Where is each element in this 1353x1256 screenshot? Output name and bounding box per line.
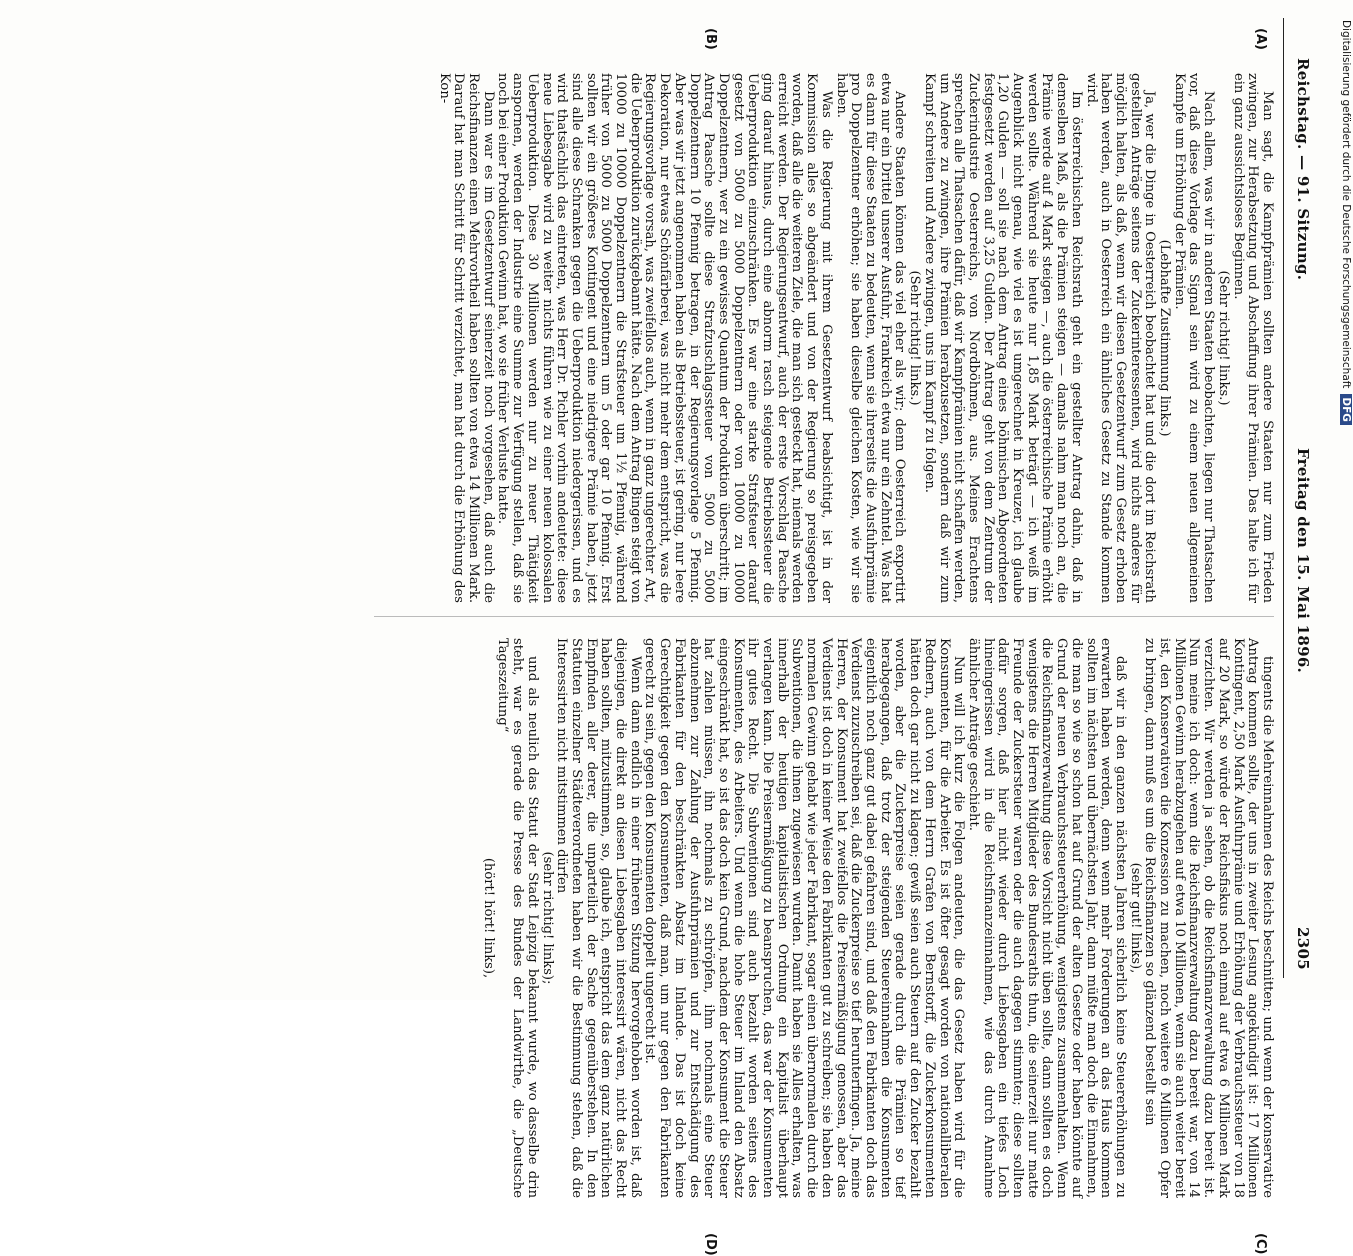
- dfg-logo: DFG: [1340, 394, 1352, 425]
- margin-marker-a: (A): [1253, 28, 1268, 50]
- interjection: (sehr gut! links),: [1127, 862, 1143, 974]
- page-number: 2305: [1294, 927, 1312, 970]
- paragraph: Man sagt, die Kampfprämien sollten andere Staaten nur zum Frieden zwingen, zur Herabsetzung und Abschaffung ihrer Prämien. Das halte ich für ein ganz aussichtsloses Beginnen.: [1230, 73, 1275, 603]
- interjection: (hört! hört! links),: [480, 857, 496, 979]
- header-rule: [1283, 18, 1284, 978]
- paragraph: tingents die Mehreinnahmen des Reichs beschnitten; und wenn der konservative Antrag kommen sollte, der uns in zweiter Lesung angekündigt ist: 17 Millionen Kontingent, 2,50 Mark Ausfuhrprämie und Erhöhung der Verbrauchssteuer von 18 auf 20 Mark, so würde der Reichsfiskus noch einmal auf etwa 6 Millionen Mark verzichten. Wir werden ja sehen, ob die Reichsfinanzverwaltung dazu bereit ist. Nun meine ich doch: wenn die Reichsfinanzverwaltung dazu bereit war, von 14 Millionen Gewinn herabzugehen auf etwa 10 Millionen, wenn sie auch weiter bereit ist, den Konservativen die Konzession zu machen, noch weitere 6 Millionen Opfer zu bringen, dann muß es um die Reichsfinanzen so glänzend bestellt sein: [1142, 638, 1275, 1198]
- digitization-text: Digitalisierung gefördert durch die Deutsche Forschungsgemeinschaft: [1340, 20, 1352, 389]
- rotated-page-content: [73, 18, 1318, 1256]
- paragraph: Dann war es im Gesetzentwurf seinerzeit noch vorgesehen, daß auch die Reichsfinanzen einen Mehrvortheil haben sollten von etwa 14 Millionen Mark. Darauf hat man Schritt für Schritt verzichtet, man hat durch die Erhöhung des Kon-: [436, 73, 496, 603]
- digitization-note: [1338, 20, 1352, 980]
- paragraph: Nach allem, was wir in anderen Staaten beobachten, liegen nur Thatsachen vor, daß diese Vorlage das Signal sein wird zu einem neuen allgemeinen Kampfe um Erhöhung der Prämien.: [1171, 73, 1217, 603]
- paragraph: Andere Staaten können das viel eher als wir; denn Oesterreich exportirt etwa nur ein Drittel unserer Ausfuhr, Frankreich etwa nur ein Zehntel. Was hat es dann für diese Staaten zu bedeuten, wenn sie ihrerseits die Ausfuhrprämie pro Doppelzentner erhöhen; sie haben dieselbe gleichen Kosten, wie wir sie haben.: [833, 73, 908, 603]
- paragraph: Im österreichischen Reichsrath geht ein gestellter Antrag dahin, daß in demselben Maß, als die Prämien steigen — damals nahm man noch an, die Prämie werde auf 4 Mark steigen —, auch die österreichische Prämie erhöht werden sollte. Während sie heute nur 1,85 Mark beträgt — ich weiß im Augenblick nicht genau, wie viel es ist umgerechnet in Kreuzer, ich glaube 1,20 Gulden — soll sie nach dem Antrag eines böhmischen Abgeordneten festgesetzt werden auf 3,25 Gulden. Der Antrag geht von dem Zentrum der Zuckerindustrie Oesterreichs, von Nordböhmen, aus. Meines Erachtens sprechen alle Thatsachen dafür, daß wir Kampfprämien nicht schaffen werden, um Andere zu zwingen, ihre Prämien herabzusetzen, sondern daß wir zum Kampf schreiten und Andere zwingen, uns im Kampf zu folgen.: [921, 73, 1084, 603]
- text-column-right: [480, 638, 1274, 1198]
- margin-marker-d: (D): [703, 1233, 718, 1256]
- paragraph: daß wir in den ganzen nächsten Jahren sicherlich keine Steuererhöhungen zu erwarten haben werden, denn wenn mehr Forderungen an das Haus kommen sollten im nächsten und übernächsten Jahr, dann müßte man doch die Einnahmen, die man so wie so schon hat auf Grund der alten Gesetze oder haben könnte auf Grund der neuen Verbrauchssteuererhöhung, wenigstens zusammenhalten. Wenn die Reichsfinanzverwaltung diese Vorsicht nicht üben sollte, dann sollten es doch wenigstens die Herren Mitglieder des Bundesraths thun, die seinerzeit nur matte Freunde der Zuckersteuer waren oder die auch dagegen stimmten; diese sollten dafür sorgen, daß hier nicht wieder durch Liebesgaben ein tiefes Loch hineingerissen wird in die Reichsfinanzeinnahmen, wie das durch Annahme ähnlicher Anträge geschieht.: [965, 638, 1128, 1198]
- paragraph: Was die Regierung mit ihrem Gesetzentwurf beabsichtigt, ist in der Kommission alles so abgeändert und von der Regierung so preisgegeben worden, daß alle die weiteren Ziele, die man sich gesteckt hat, niemals werden erreicht werden. Der Regierungsentwurf, auch der erste Vorschlag Paasche ging darauf hinaus, durch eine abnorm rasch steigende Betriebssteuer die Ueberproduktion einzuschränken. Es war eine starke Strafsteuer darauf gesetzt von 5000 zu 5000 Doppelzentnern oder von 10000 zu 10000 Doppelzentnern, wer zu ein gewisses Quantum der Produktion überschritt; im Antrag Paasche sollte diese Strafzuschlagssteuer von 5000 zu 5000 Doppelzentnern 10 Pfennig betragen, in der Regierungsvorlage 5 Pfennig. Aber was wir jetzt angenommen haben als Betriebssteuer, ist gering, nur leere Dekoration, nur etwas Schönfärberei, was nicht mehr dem entspricht, was die Regierungsvorlage vorsah, was zweifellos auch, wenn in ganz ungerechter Art, die Ueberproduktion zurückgebannt hätte. Nach dem Antrag Bingen steigt von 10000 zu 10000 Doppelzentnern die Strafsteuer um 1½ Pfennig, während früher von 5000 zu 5000 Doppelzentnern um 5 oder gar 10 Pfennig. Erst sollten wir ein größeres Kontingent und eine niedrigere Prämie haben, jetzt sind alle diese Schranken gegen die Ueberproduktion niedergerissen, und es wird thatsächlich das eintreten, was Herr Dr. Pichler vorhin andeutete: diese neue Liebesgabe wird zu weiter nichts führen wie zu einer neuen kolossalen Ueberproduktion. Diese 30 Millionen werden nur zu neuer Thätigkeit anspornen, werden der Industrie eine Summe zur Verfügung stellen, daß sie noch bei einer Produktion Gewinn hat, wo sie früher Verluste hatte.: [495, 73, 834, 603]
- interjection: (Lebhafte Zustimmung links.): [1157, 239, 1173, 437]
- paragraph: Wenn dann endlich in einer früheren Sitzung hervorgehoben worden ist, daß diejenigen, die direkt an diesen Liebesgaben interessirt wären, nicht das Recht haben sollten, mitzustimmen, so, glaube ich, entspricht das dem ganz natürlichen Empfinden aller derer, die unparteilich der Sache gegenüberstehen. In den Statuten einzelner Städteverordneten haben wir die Bestimmung stehen, daß die Interessirten nicht mitstimmen dürfen: [554, 638, 643, 1198]
- interjection: (Sehr richtig! links.): [907, 270, 923, 406]
- paragraph: Ja, wer die Dinge in Oesterreich beobachtet hat und die dort im Reichsrath gestellten Anträge seitens der Zuckerinteressenten, wird nichts anderes für möglich halten, als daß, wenn wir diesen Gesetzentwurf zum Gesetz erhoben haben werden, auch in Oesterreich ein ähnliches Gesetz zu Stande kommen wird.: [1083, 73, 1158, 603]
- interjection: (Sehr richtig! links.): [1215, 270, 1231, 406]
- column-divider: [374, 616, 1274, 617]
- paragraph: und als neulich das Statut der Stadt Leipzig bekannt wurde, wo dasselbe drin steht, war es gerade die Presse des Bundes der Landwirthe, die „Deutsche Tageszeitung“: [495, 638, 540, 1198]
- paragraph: Nun will ich kurz die Folgen andeuten, die das Gesetz haben wird für die Konsumenten, für die Arbeiter. Es ist öfter gesagt worden von nationalliberalen Rednern, auch von dem Herrn Grafen von Bernstorff, die Zuckerkonsumenten hätten doch gar nicht zu klagen; gewiß seien auch Steuern auf den Zucker bezahlt worden, aber die Zuckerpreise seien gerade durch die Prämien so tief herabgegangen, daß trotz der steigenden Steuereinnahmen die Konsumenten eigentlich noch ganz gut dabei gefahren sind, und daß den Fabrikanten doch das Verdienst zuzuschreiben sei, daß die Zuckerpreise so tief herunterfingen. Ja, meine Herren, der Konsument hat zweifellos die Preisermäßigung genossen, aber das Verdienst ist doch in keiner Weise den Fabrikanten gut zu schreiben; sie haben den normalen Gewinn gehabt wie jeder Fabrikant, sogar einen übernormalen durch die Subventionen, die ihnen zugewiesen wurden. Damit haben sie Alles erhalten, was innerhalb der heutigen kapitalistischen Ordnung ein Kapitalist überhaupt verlangen kann. Die Preisermäßigung zu beanspruchen, das war der Konsumenten ihr gutes Recht. Die Subventionen sind auch bezahlt worden seitens des Konsumenten, des Arbeiters. Und wenn die hohe Steuer im Inland den Absatz eingeschränkt hat, so ist das doch kein Grund, nachdem der Konsument die Steuer hat zahlen müssen, ihn nochmals zu schröpfen, ihm nochmals eine Steuer abzunehmen zur Zahlung der Ausfuhrprämien und zur Entschädigung des Fabrikanten für den beschränkten Absatz im Inlande. Das ist doch keine Gerechtigkeit gegen den Konsumenten, daß man, um nur gegen den Fabrikanten gerecht zu sein, gegen den Konsumenten doppelt ungerecht ist.: [642, 638, 967, 1198]
- margin-marker-c: (C): [1253, 1233, 1268, 1255]
- page-header: [1284, 18, 1318, 978]
- interjection: (sehr richtig! links);: [539, 851, 555, 985]
- margin-marker-b: (B): [703, 28, 718, 50]
- header-center: Freitag den 15. Mai 1896.: [1294, 448, 1312, 674]
- header-left: Reichstag. — 91. Sitzung.: [1294, 58, 1312, 281]
- text-column-left: [436, 73, 1274, 603]
